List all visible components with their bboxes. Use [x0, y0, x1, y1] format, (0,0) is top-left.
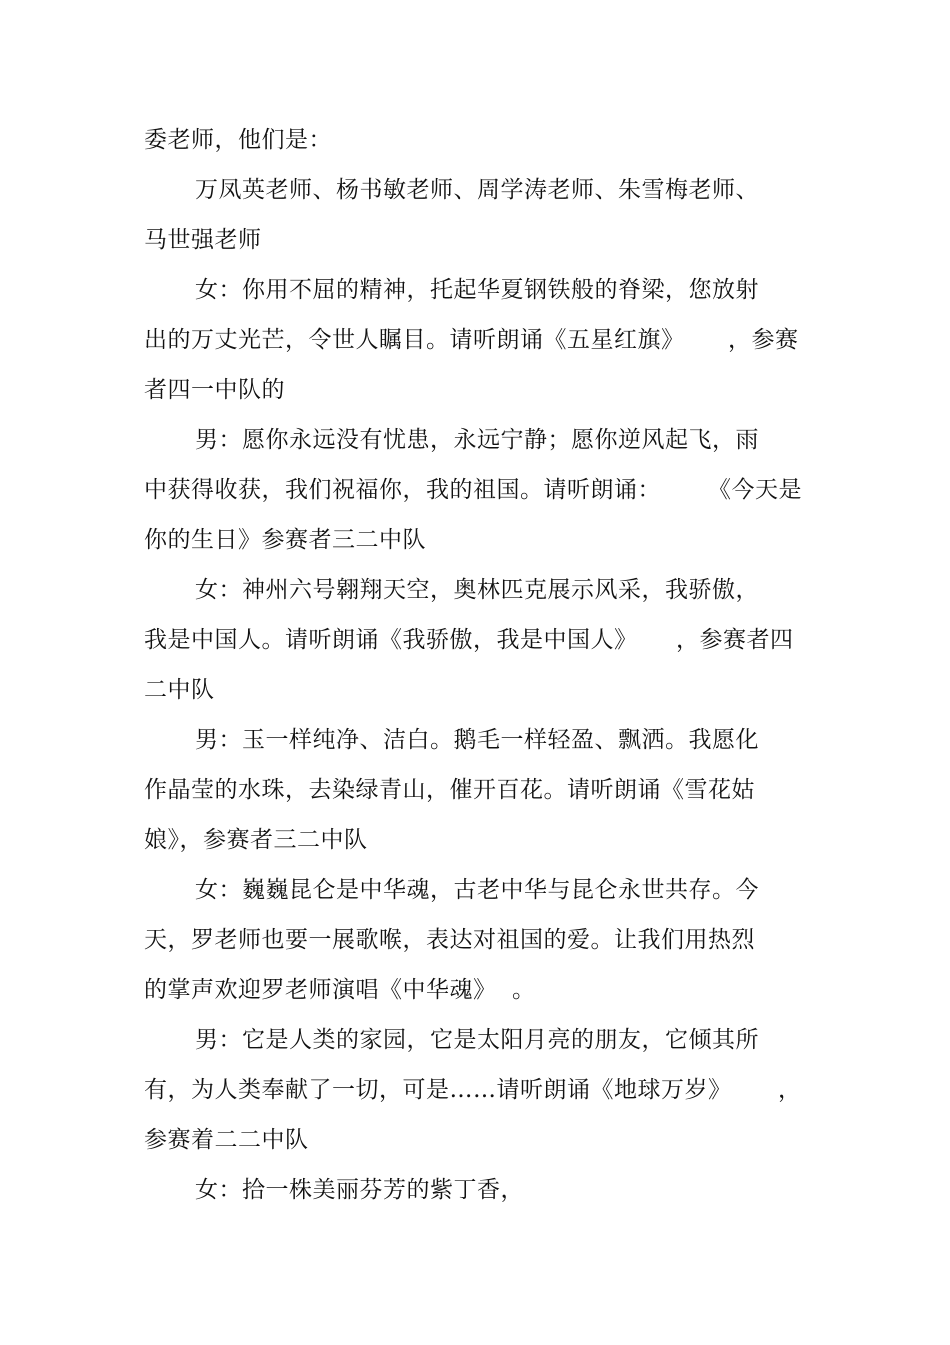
- text-line: 。: [512, 977, 536, 1003]
- text-line: 作晶莹的水珠，去染绿青山，催开百花。请听朗诵《雪花姑: [144, 777, 755, 803]
- text-line: 有，为人类奉献了一切，可是……请听朗诵《地球万岁》: [144, 1077, 732, 1103]
- text-line: 者四一中队的: [144, 377, 285, 403]
- text-line: 女：拾一株美丽芬芳的紫丁香，: [195, 1177, 524, 1203]
- text-line: 男：愿你永远没有忧患，永远宁静；愿你逆风起飞，雨: [195, 427, 759, 453]
- text-line: 委老师，他们是：: [144, 127, 332, 153]
- text-line: ，参赛: [728, 327, 799, 353]
- text-line: 我是中国人。请听朗诵《我骄傲，我是中国人》: [144, 627, 638, 653]
- text-line: 的掌声欢迎罗老师演唱《中华魂》: [144, 977, 497, 1003]
- text-line: 出的万丈光芒，令世人瞩目。请听朗诵《五星红旗》: [144, 327, 685, 353]
- text-line: ，: [778, 1077, 802, 1103]
- text-line: 中获得收获，我们祝福你，我的祖国。请听朗诵：: [144, 477, 661, 503]
- text-line: 马世强老师: [144, 227, 262, 253]
- text-line: 女：神州六号翱翔天空，奥林匹克展示风采，我骄傲，: [195, 577, 759, 603]
- text-line: 《今天是: [708, 477, 802, 503]
- text-line: 女：巍巍昆仑是中华魂，古老中华与昆仑永世共存。今: [195, 877, 759, 903]
- text-line: 万凤英老师、杨书敏老师、周学涛老师、朱雪梅老师、: [195, 177, 759, 203]
- text-line: ，参赛者四: [676, 627, 794, 653]
- text-line: 天，罗老师也要一展歌喉，表达对祖国的爱。让我们用热烈: [144, 927, 755, 953]
- text-line: 二中队: [144, 677, 215, 703]
- text-line: 你的生日》参赛者三二中队: [144, 527, 426, 553]
- text-line: 女：你用不屈的精神，托起华夏钢铁般的脊梁，您放射: [195, 277, 759, 303]
- text-line: 男：它是人类的家园，它是太阳月亮的朋友，它倾其所: [195, 1027, 759, 1053]
- text-line: 参赛着二二中队: [144, 1127, 309, 1153]
- text-line: 娘》，参赛者三二中队: [144, 827, 368, 853]
- text-line: 男：玉一样纯净、洁白。鹅毛一样轻盈、飘洒。我愿化: [195, 727, 759, 753]
